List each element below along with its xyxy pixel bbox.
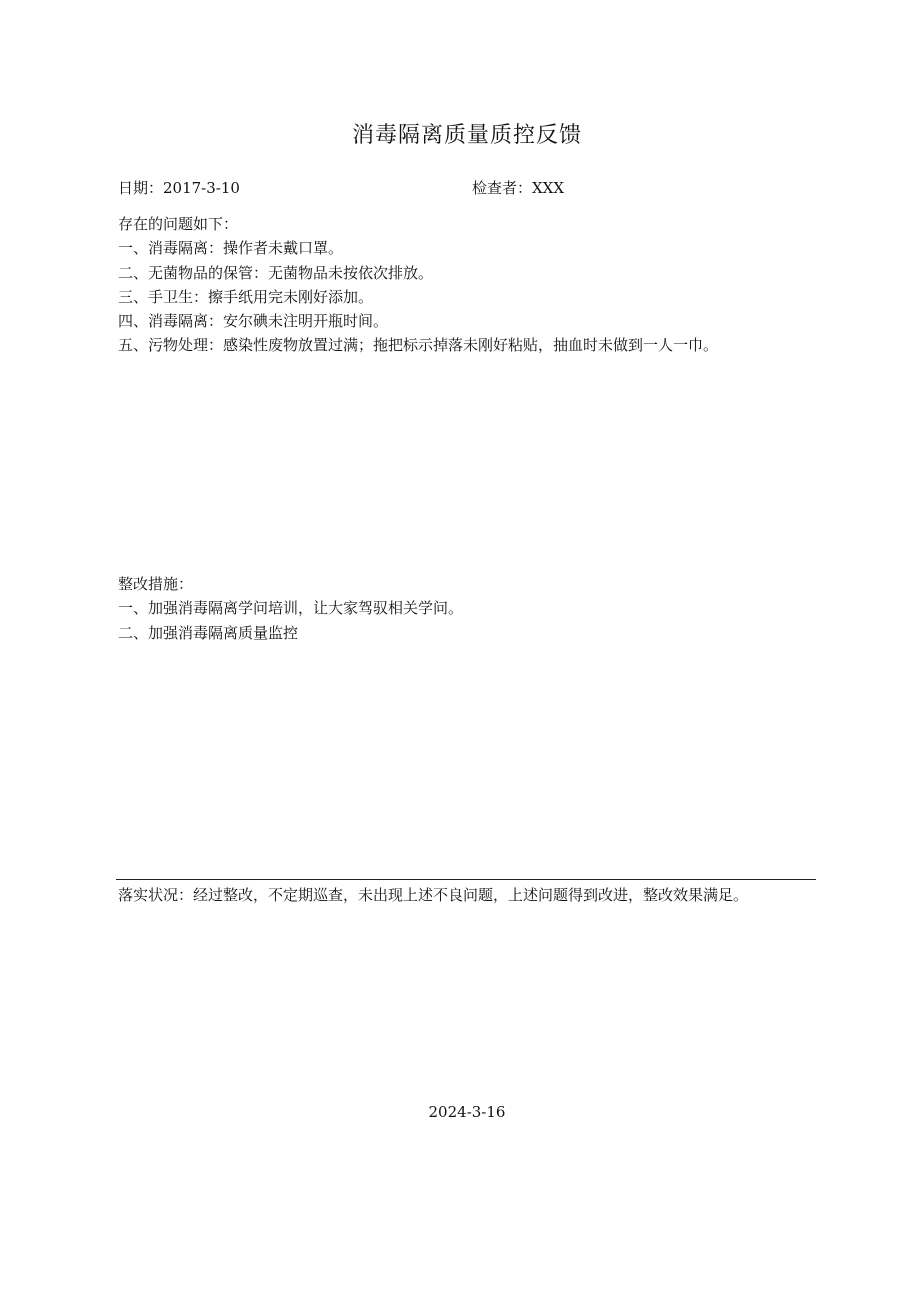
section-divider bbox=[116, 879, 816, 880]
issue-item: 一、消毒隔离：操作者未戴口罩。 bbox=[118, 239, 344, 258]
document-title: 消毒隔离质量质控反馈 bbox=[351, 123, 582, 148]
issue-item: 五、污物处理：感染性废物放置过满；拖把标示掉落未刚好粘贴，抽血时未做到一人一巾。 bbox=[118, 336, 719, 355]
measures-section bbox=[118, 572, 463, 645]
issue-item: 二、无菌物品的保管：无菌物品未按依次排放。 bbox=[118, 263, 434, 282]
footer-date: 2024-3-16 bbox=[428, 1103, 506, 1121]
meta-row bbox=[118, 177, 818, 199]
implementation-status: 落实状况：经过整改，不定期巡查，未出现上述不良问题，上述问题得到改进，整改效果满足。 bbox=[118, 886, 749, 904]
measure-item: 一、加强消毒隔离学问培训，让大家驾驭相关学问。 bbox=[118, 599, 464, 618]
measures-heading: 整改措施： bbox=[118, 575, 194, 593]
issues-section bbox=[118, 212, 718, 358]
issues-heading: 存在的问题如下： bbox=[118, 215, 239, 233]
inspection-date: 日期：2017-3-10 bbox=[118, 179, 240, 197]
issue-item: 三、手卫生：擦手纸用完未刚好添加。 bbox=[118, 287, 374, 306]
inspector-name: 检查者：XXX bbox=[472, 179, 565, 197]
measure-item: 二、加强消毒隔离质量监控 bbox=[118, 623, 299, 642]
issue-item: 四、消毒隔离：安尔碘未注明开瓶时间。 bbox=[118, 312, 389, 331]
